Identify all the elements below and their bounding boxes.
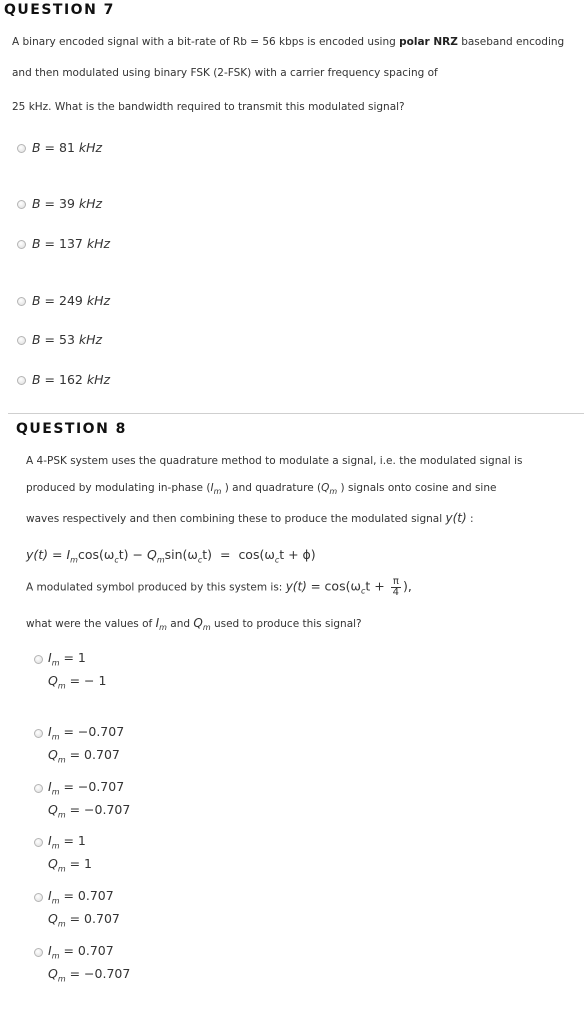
q8-line3-pre: waves respectively and then combining these to produce the modulated signal — [26, 513, 446, 525]
q7-option-unit: kHz — [78, 332, 103, 347]
q8-option-im-symbol: I — [48, 833, 52, 848]
q8-option-qm-symbol: Q — [48, 802, 58, 817]
q8-option-qm[interactable] — [48, 802, 130, 820]
symbol-eq: = — [306, 579, 325, 594]
q7-line1-post: baseband encoding — [457, 36, 565, 48]
q7-option-var: B — [32, 372, 41, 387]
eq-i: I — [66, 547, 71, 562]
q8-option-im-value: = 0.707 — [59, 943, 114, 958]
question-8-title: QUESTION 8 — [16, 421, 127, 437]
q7-option-eq: = — [40, 293, 59, 308]
q8-option-im-value: = 1 — [59, 833, 86, 848]
q8-option-im[interactable] — [48, 724, 124, 742]
q7-option-unit: kHz — [78, 196, 103, 211]
question-8-text-line-2 — [26, 482, 496, 496]
q7-option-label[interactable] — [32, 196, 102, 211]
q8-option-qm[interactable] — [48, 747, 120, 765]
q7-line1-pre: A binary encoded signal with a bit-rate of Rb = 56 kbps is encoded using — [12, 36, 400, 48]
q8-option-im-symbol: I — [48, 650, 52, 665]
q8-option-qm-symbol: Q — [48, 747, 58, 762]
q8-option-qm-value: = −0.707 — [65, 966, 131, 981]
q8-option-qm-value: = 0.707 — [65, 747, 120, 762]
q8-option-qm-value: = 1 — [65, 856, 93, 871]
q7-option-var: B — [32, 140, 41, 155]
q7-option-unit: kHz — [86, 236, 111, 251]
q8-option-im[interactable] — [48, 650, 86, 668]
question-7-title: QUESTION 7 — [4, 2, 115, 18]
q7-option-var: B — [32, 196, 41, 211]
q8-line2-isub: m — [213, 487, 222, 497]
q7-option-var: B — [32, 293, 41, 308]
q7-option-eq: = — [40, 372, 59, 387]
eq-cos1: cos(ω — [77, 547, 115, 562]
symbol-statement — [26, 577, 412, 598]
modulation-equation — [26, 547, 316, 565]
q7-option-label[interactable] — [32, 293, 110, 308]
q8-line2-pre: produced by modulating in-phase ( — [26, 482, 211, 494]
symbol-c: c — [360, 586, 366, 596]
q8-option-qm-symbol: Q — [48, 911, 58, 926]
fraction-denominator: 4 — [392, 587, 400, 598]
question-8-text-line-3 — [26, 511, 474, 525]
q7-option-label[interactable] — [32, 236, 110, 251]
q7-option-value: 39 — [59, 196, 75, 211]
q8-option-im-value: = −0.707 — [59, 779, 125, 794]
q7-option-value: 81 — [59, 140, 75, 155]
q8-line2-i: I — [210, 482, 214, 494]
q8-option-qm-subscript: m — [57, 810, 66, 820]
q7-option-label[interactable] — [32, 332, 102, 347]
q8-option-im-subscript: m — [51, 951, 60, 961]
q7-option-value: 249 — [59, 293, 83, 308]
ask-pre: what were the values of — [26, 618, 156, 630]
q8-line2-mid: ) and quadrature ( — [221, 482, 322, 494]
q8-option-qm[interactable] — [48, 966, 130, 984]
q8-option-im-symbol: I — [48, 943, 52, 958]
ask-qsub: m — [202, 623, 211, 633]
ask-post: used to produce this signal? — [210, 618, 362, 630]
eq-lhs: y(t) — [26, 547, 49, 562]
q7-option-eq: = — [40, 196, 59, 211]
question-7-text-line-1 — [12, 36, 564, 48]
q8-line3-y: y(t) — [445, 511, 467, 525]
q8-option-radio[interactable] — [34, 893, 43, 902]
q7-option-value: 53 — [59, 332, 75, 347]
q7-option-eq: = — [40, 332, 59, 347]
q8-option-im-subscript: m — [51, 732, 60, 742]
q8-option-im[interactable] — [48, 888, 114, 906]
q7-line1-bold: polar NRZ — [399, 36, 458, 48]
eq-t1: t) − — [118, 547, 147, 562]
q8-option-im-value: = 0.707 — [59, 888, 114, 903]
q8-line2-post: ) signals onto cosine and sine — [337, 482, 497, 494]
eq-t3: t + ϕ) — [279, 547, 316, 562]
q7-option-value: 162 — [59, 372, 83, 387]
q7-option-value: 137 — [59, 236, 83, 251]
question-8-ask — [26, 616, 362, 632]
q8-option-qm[interactable] — [48, 856, 92, 874]
eq-equals: = — [48, 547, 67, 562]
ask-isub: m — [159, 623, 167, 633]
q8-option-qm-subscript: m — [57, 864, 66, 874]
eq-equals-2: = — [212, 547, 239, 562]
q8-option-im[interactable] — [48, 779, 124, 797]
symbol-pre: A modulated symbol produced by this system is: — [26, 581, 286, 594]
q8-option-qm-symbol: Q — [48, 966, 58, 981]
pi-over-4-fraction — [391, 577, 401, 598]
q8-option-qm-subscript: m — [57, 974, 66, 984]
ask-i: I — [155, 616, 160, 630]
q8-option-im-subscript: m — [51, 896, 60, 906]
eq-i-sub: m — [70, 555, 78, 565]
q8-option-im-subscript: m — [51, 787, 60, 797]
q8-option-im-symbol: I — [48, 779, 52, 794]
q7-option-var: B — [32, 332, 41, 347]
q7-option-label[interactable] — [32, 372, 110, 387]
q7-option-eq: = — [40, 236, 59, 251]
symbol-t: t + — [365, 578, 389, 594]
q8-option-im-value: = 1 — [59, 650, 86, 665]
q7-option-radio[interactable] — [17, 200, 26, 209]
question-divider — [8, 413, 584, 414]
q8-line2-qsub: m — [329, 487, 338, 497]
eq-t2: t) — [202, 547, 213, 562]
q8-option-im-symbol: I — [48, 724, 52, 739]
q8-option-qm-value: = 0.707 — [65, 911, 120, 926]
q8-option-im-symbol: I — [48, 888, 52, 903]
question-7-text-line-2: and then modulated using binary FSK (2-FSK) with a carrier frequency spacing of — [12, 67, 438, 79]
q8-option-radio[interactable] — [34, 948, 43, 957]
q7-option-unit: kHz — [86, 293, 111, 308]
ask-mid: and — [166, 618, 194, 630]
q7-option-unit: kHz — [86, 372, 111, 387]
q8-option-im-value: = −0.707 — [59, 724, 125, 739]
q8-line2-q: Q — [321, 482, 330, 494]
q7-option-radio[interactable] — [17, 336, 26, 345]
symbol-y: y(t) — [285, 579, 307, 594]
q7-option-radio[interactable] — [17, 144, 26, 153]
q8-option-radio[interactable] — [34, 655, 43, 664]
q7-option-var: B — [32, 236, 41, 251]
ask-q: Q — [193, 616, 203, 630]
q8-option-radio[interactable] — [34, 838, 43, 847]
eq-c2: c — [197, 555, 203, 565]
q8-option-im-subscript: m — [51, 658, 60, 668]
q7-option-unit: kHz — [78, 140, 103, 155]
eq-q-sub: m — [156, 555, 165, 565]
q8-option-qm-symbol: Q — [48, 856, 58, 871]
q8-option-im[interactable] — [48, 833, 86, 851]
q8-option-qm-value: = − 1 — [65, 673, 107, 688]
q8-option-qm[interactable] — [48, 673, 106, 691]
q7-option-radio[interactable] — [17, 240, 26, 249]
eq-cos2: cos(ω — [238, 547, 275, 562]
q7-option-label[interactable] — [32, 140, 102, 155]
question-7-text-line-3: 25 kHz. What is the bandwidth required to transmit this modulated signal? — [12, 101, 405, 113]
q8-option-radio[interactable] — [34, 729, 43, 738]
q7-option-radio[interactable] — [17, 376, 26, 385]
q7-option-radio[interactable] — [17, 297, 26, 306]
q8-option-qm-subscript: m — [57, 919, 66, 929]
q8-option-qm-value: = −0.707 — [65, 802, 131, 817]
q8-option-radio[interactable] — [34, 784, 43, 793]
q7-option-eq: = — [40, 140, 59, 155]
q8-option-qm-symbol: Q — [48, 673, 58, 688]
q8-line3-post: : — [466, 513, 474, 525]
eq-c3: c — [274, 555, 280, 565]
q8-option-qm-subscript: m — [57, 681, 66, 691]
q8-option-im-subscript: m — [51, 841, 60, 851]
eq-c1: c — [114, 555, 119, 565]
q8-option-im[interactable] — [48, 943, 114, 961]
question-8-text-line-1: A 4-PSK system uses the quadrature method to modulate a signal, i.e. the modulated signal is — [26, 455, 523, 467]
q8-option-qm-subscript: m — [57, 755, 66, 765]
symbol-cos: cos(ω — [324, 578, 361, 594]
eq-sin: sin(ω — [164, 547, 198, 562]
eq-q: Q — [146, 547, 157, 562]
q8-option-qm[interactable] — [48, 911, 120, 929]
symbol-close: ), — [403, 578, 412, 594]
fraction-numerator: π — [391, 577, 401, 588]
